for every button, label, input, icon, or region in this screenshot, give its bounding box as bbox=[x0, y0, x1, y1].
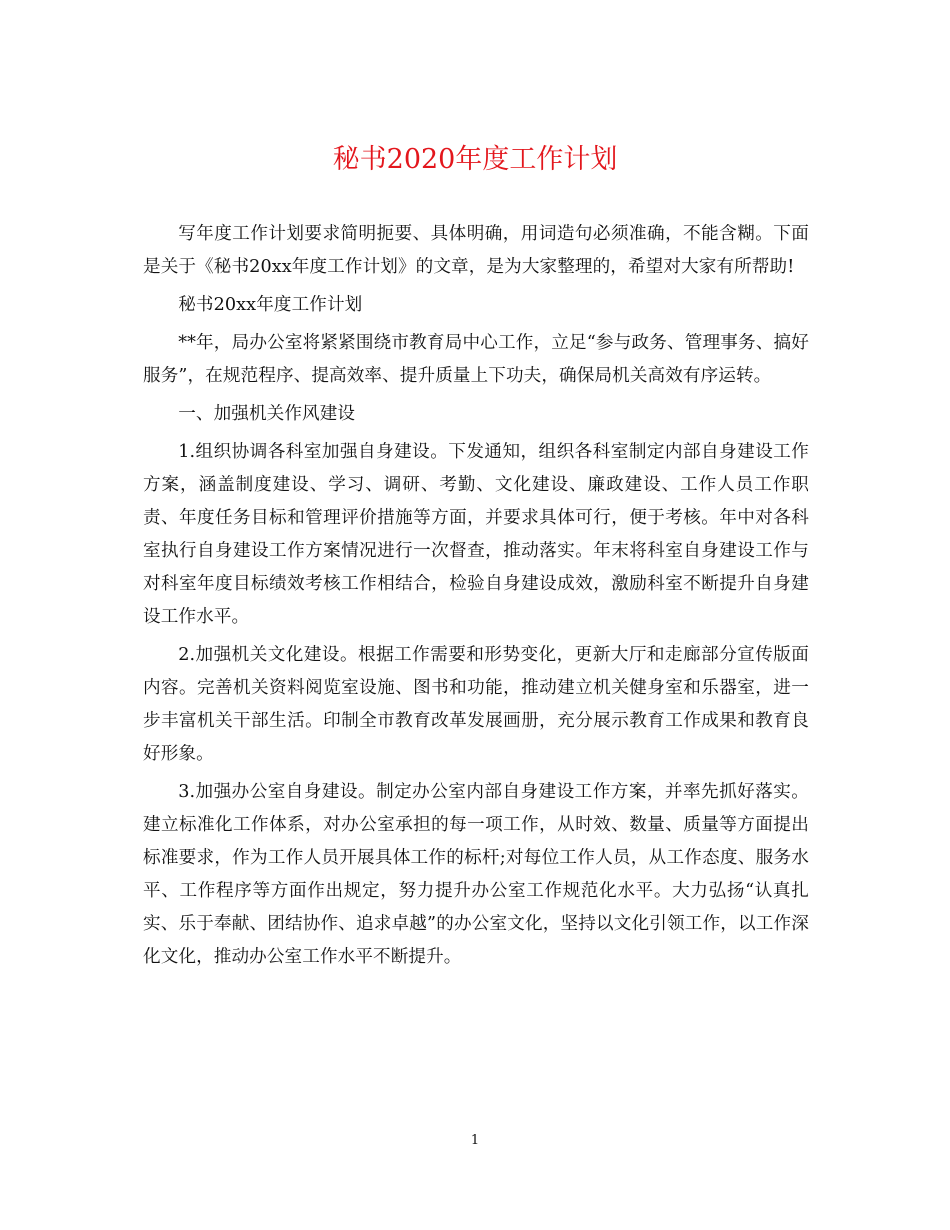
document-title: 秘书2020年度工作计划 bbox=[332, 144, 618, 175]
item-1-paragraph: 1.组织协调各科室加强自身建设。下发通知，组织各科室制定内部自身建设工作方案，涵盖制度建设、学习、调研、考勤、文化建设、廉政建设、工作人员工作职责、年度任务目标和管理评价措施等方面，并要求具体可行，便于考核。年中对各科室执行自身建设工作方案情况进行一次督查，推动落实。年末将科室自身建设工作与对科室年度目标绩效考核工作相结合，检验自身建设成效，激励科室不断提升自身建设工作水平。 bbox=[143, 442, 809, 627]
item-3-paragraph: 3.加强办公室自身建设。制定办公室内部自身建设工作方案，并率先抓好落实。建立标准化工作体系，对办公室承担的每一项工作，从时效、数量、质量等方面提出标准要求，作为工作人员开展具体工作的标杆;对每位工作人员，从工作态度、服务水平、工作程序等方面作出规定，努力提升办公室工作规范化水平。大力弘扬“认真扎实、乐于奉献、团结协作、追求卓越”的办公室文化，坚持以文化引领工作，以工作深化文化，推动办公室工作水平不断提升。 bbox=[143, 782, 809, 967]
overview-paragraph: **年，局办公室将紧紧围绕市教育局中心工作，立足“参与政务、管理事务、搞好服务”，在规范程序、提高效率、提升质量上下功夫，确保局机关高效有序运转。 bbox=[143, 333, 809, 386]
subtitle-paragraph: 秘书20xx年度工作计划 bbox=[178, 295, 363, 315]
section-heading: 一、加强机关作风建设 bbox=[178, 404, 356, 424]
document-body bbox=[143, 218, 809, 979]
intro-paragraph: 写年度工作计划要求简明扼要、具体明确，用词造句必须准确，不能含糊。下面是关于《秘书20xx年度工作计划》的文章，是为大家整理的，希望对大家有所帮助! bbox=[143, 224, 809, 277]
page-number: 1 bbox=[470, 1133, 480, 1148]
item-2-paragraph: 2.加强机关文化建设。根据工作需要和形势变化，更新大厅和走廊部分宣传版面内容。完善机关资料阅览室设施、图书和功能，推动建立机关健身室和乐器室，进一步丰富机关干部生活。印制全市教育改革发展画册，充分展示教育工作成果和教育良好形象。 bbox=[143, 645, 809, 764]
